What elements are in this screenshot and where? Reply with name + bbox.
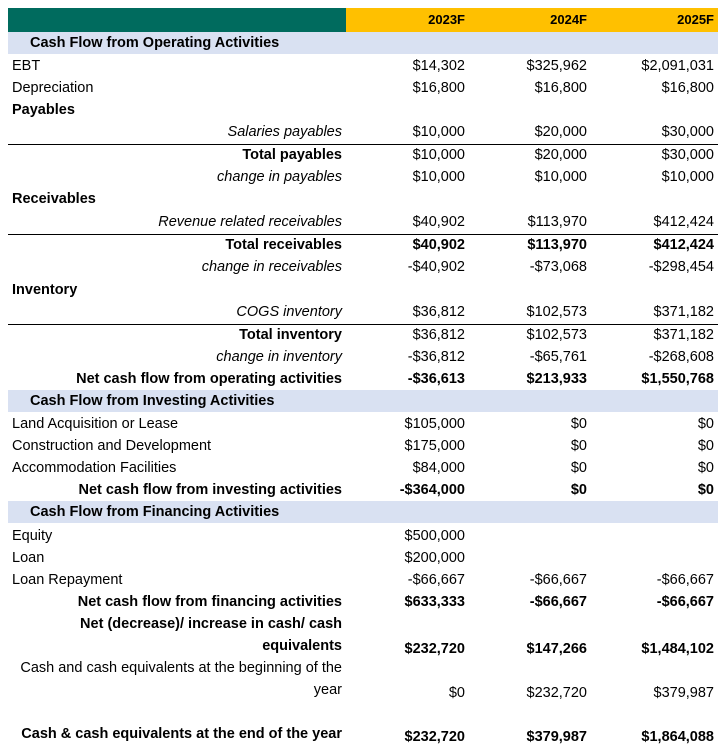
table-row — [8, 547, 718, 569]
table-row — [8, 346, 718, 368]
group-label[interactable]: Payables — [12, 102, 75, 118]
cell-2025[interactable]: $1,484,102 — [641, 641, 714, 657]
cell-2025[interactable]: $0 — [697, 438, 714, 454]
header-label-cell[interactable] — [8, 8, 346, 32]
cell-2023[interactable]: $10,000 — [412, 169, 465, 185]
cell-2025[interactable]: $0 — [697, 416, 714, 432]
total-row — [8, 144, 718, 166]
cell-2023[interactable]: $232,720 — [404, 729, 465, 745]
cell-2023[interactable]: $633,333 — [404, 594, 465, 610]
table-row — [8, 435, 718, 457]
cell-2024[interactable]: $20,000 — [534, 147, 587, 163]
cell-2025[interactable]: $16,800 — [661, 80, 714, 96]
cell-2024[interactable]: $0 — [570, 438, 587, 454]
cell-2023[interactable]: $84,000 — [412, 460, 465, 476]
table-row — [8, 77, 718, 99]
cell-2025[interactable]: $0 — [697, 460, 714, 476]
cell-2025[interactable]: $371,182 — [653, 304, 714, 320]
cell-2024[interactable]: -$66,667 — [529, 572, 587, 588]
cell-2024[interactable]: $213,933 — [526, 371, 587, 387]
row-label[interactable]: Total payables — [242, 147, 342, 163]
cell-2023[interactable]: $200,000 — [404, 550, 465, 566]
cell-2025[interactable]: -$66,667 — [656, 594, 714, 610]
cell-2023[interactable]: $36,812 — [412, 327, 465, 343]
section-title[interactable]: Cash Flow from Operating Activities — [30, 35, 280, 51]
table-row — [8, 166, 718, 188]
table-row — [8, 569, 718, 591]
cell-2025[interactable]: $412,424 — [653, 237, 714, 253]
net-change-row — [8, 613, 718, 657]
row-label[interactable]: change in inventory — [216, 349, 342, 365]
group-label-row — [8, 99, 718, 121]
cell-2025[interactable]: $30,000 — [661, 147, 714, 163]
ending-balance-row — [8, 701, 718, 745]
cell-2025[interactable]: $1,550,768 — [641, 371, 714, 387]
section-operating — [8, 32, 718, 54]
row-label[interactable]: Net cash flow from operating activities — [76, 371, 342, 387]
row-label[interactable]: COGS inventory — [236, 304, 342, 320]
row-label[interactable]: Total inventory — [239, 327, 342, 343]
cell-2023[interactable]: $40,902 — [412, 214, 465, 230]
row-label[interactable]: EBT — [12, 58, 41, 74]
cell-2024[interactable]: $10,000 — [534, 169, 587, 185]
row-label[interactable]: Depreciation — [12, 80, 94, 96]
cell-2023[interactable]: -$364,000 — [399, 482, 465, 498]
cell-2024[interactable]: -$66,667 — [529, 594, 587, 610]
row-label[interactable]: Cash & cash equivalents at the end of the year — [21, 726, 342, 742]
section-investing — [8, 390, 718, 412]
cell-2023[interactable]: $14,302 — [412, 58, 465, 74]
row-label[interactable]: Land Acquisition or Lease — [12, 416, 179, 432]
row-label[interactable]: Loan Repayment — [12, 572, 123, 588]
cell-2024[interactable]: $379,987 — [526, 729, 587, 745]
cell-2024[interactable]: $147,266 — [526, 641, 587, 657]
group-label[interactable]: Inventory — [12, 282, 78, 298]
cell-2023[interactable]: $105,000 — [404, 416, 465, 432]
header-row — [8, 8, 718, 32]
net-investing-row — [8, 479, 718, 501]
row-label[interactable]: Net (decrease)/ increase in cash/ cash equivalents — [80, 616, 342, 654]
cell-2025[interactable]: $412,424 — [653, 214, 714, 230]
group-label[interactable]: Receivables — [12, 191, 96, 207]
row-label[interactable]: Total receivables — [225, 237, 342, 253]
cell-2025[interactable]: $0 — [697, 482, 714, 498]
row-label[interactable]: change in receivables — [201, 259, 342, 275]
cell-2025[interactable]: $379,987 — [653, 685, 714, 701]
cell-2024[interactable]: $113,970 — [527, 214, 587, 230]
cell-2023[interactable]: $36,812 — [412, 304, 465, 320]
section-title[interactable]: Cash Flow from Investing Activities — [30, 393, 275, 409]
cell-2024[interactable]: -$73,068 — [529, 259, 587, 275]
group-label-row — [8, 188, 718, 210]
cell-2023[interactable]: $16,800 — [412, 80, 465, 96]
cell-2024[interactable]: $0 — [570, 460, 587, 476]
net-financing-row — [8, 591, 718, 613]
cell-2024[interactable]: $0 — [570, 416, 587, 432]
cell-2023[interactable]: $10,000 — [412, 124, 465, 140]
cell-2025[interactable]: $30,000 — [661, 124, 714, 140]
beginning-balance-row — [8, 657, 718, 701]
table-row — [8, 211, 718, 233]
cell-2024[interactable]: $16,800 — [534, 80, 587, 96]
table-row — [8, 301, 718, 323]
cell-2023[interactable]: $232,720 — [404, 641, 465, 657]
table-row — [8, 256, 718, 278]
cell-2024[interactable]: -$65,761 — [529, 349, 587, 365]
cell-2025[interactable]: $1,864,088 — [641, 729, 714, 745]
year-header-2025[interactable]: 2025F — [591, 8, 718, 32]
cell-2025[interactable]: $10,000 — [661, 169, 714, 185]
cell-2023[interactable]: $10,000 — [412, 147, 465, 163]
cell-2023[interactable]: $500,000 — [404, 528, 465, 544]
cell-2023[interactable]: -$66,667 — [407, 572, 465, 588]
row-label[interactable]: Accommodation Facilities — [12, 460, 177, 476]
row-label[interactable]: Equity — [12, 528, 53, 544]
row-label[interactable]: Loan — [12, 550, 45, 566]
cell-2024[interactable]: $102,573 — [526, 304, 587, 320]
cell-2023[interactable]: $0 — [448, 685, 465, 701]
table-row — [8, 525, 718, 547]
cell-2025[interactable]: -$66,667 — [656, 572, 714, 588]
year-header-2024[interactable]: 2024F — [469, 8, 591, 32]
row-label[interactable]: change in payables — [217, 169, 342, 185]
row-label[interactable]: Net cash flow from investing activities — [78, 482, 342, 498]
cell-2024[interactable]: $20,000 — [534, 124, 587, 140]
cell-2025[interactable]: $2,091,031 — [641, 58, 714, 74]
total-row — [8, 234, 718, 256]
cell-2025[interactable]: -$268,608 — [648, 349, 714, 365]
group-label-row — [8, 279, 718, 301]
section-title[interactable]: Cash Flow from Financing Activities — [30, 504, 280, 520]
cell-2023[interactable]: -$36,613 — [407, 371, 465, 387]
cell-2024[interactable]: $232,720 — [526, 685, 587, 701]
cell-2024[interactable]: $0 — [570, 482, 587, 498]
table-row — [8, 413, 718, 435]
total-row — [8, 324, 718, 346]
cell-2024[interactable]: $102,573 — [526, 327, 587, 343]
cell-2023[interactable]: -$40,902 — [407, 259, 465, 275]
cell-2023[interactable]: -$36,812 — [407, 349, 465, 365]
section-financing — [8, 501, 718, 523]
table-row — [8, 457, 718, 479]
row-label[interactable]: Construction and Development — [12, 438, 212, 454]
cell-2024[interactable]: $113,970 — [527, 237, 587, 253]
row-label[interactable]: Salaries payables — [227, 124, 342, 140]
table-row — [8, 121, 718, 143]
cell-2023[interactable]: $40,902 — [412, 237, 465, 253]
year-header-2023[interactable]: 2023F — [346, 8, 469, 32]
cell-2025[interactable]: $371,182 — [653, 327, 714, 343]
cell-2025[interactable]: -$298,454 — [648, 259, 714, 275]
row-label[interactable]: Revenue related receivables — [158, 214, 342, 230]
row-label[interactable]: Net cash flow from financing activities — [77, 594, 342, 610]
cell-2023[interactable]: $175,000 — [404, 438, 465, 454]
net-operating-row — [8, 368, 718, 390]
cell-2024[interactable]: $325,962 — [526, 58, 587, 74]
row-label[interactable]: Cash and cash equivalents at the beginning of the year — [20, 660, 342, 698]
table-row — [8, 55, 718, 77]
